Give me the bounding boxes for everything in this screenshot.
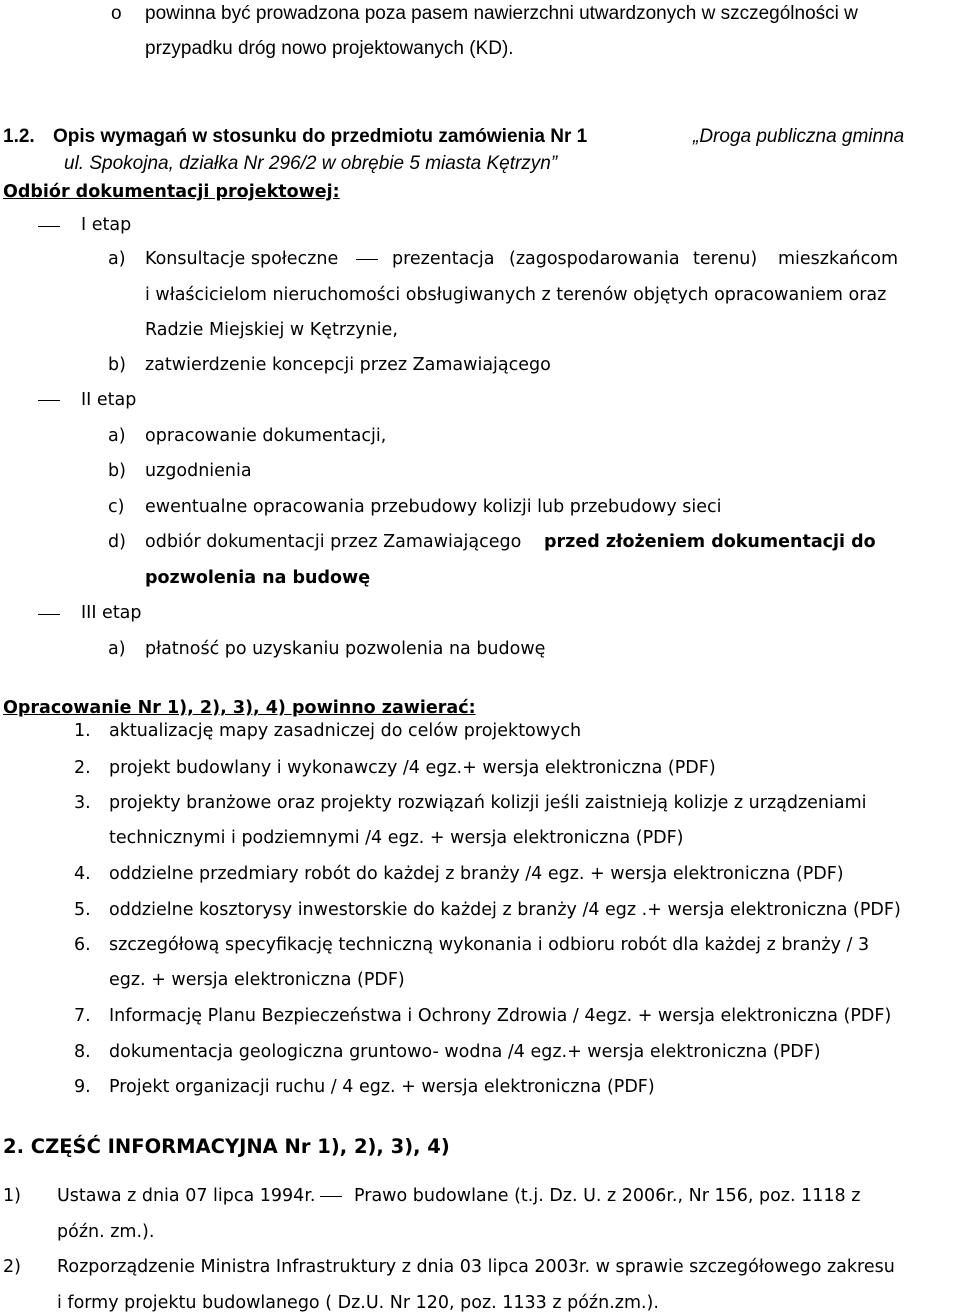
- stage-2-item-b-letter: b): [108, 461, 126, 481]
- stage-1-item-a-cont-1: i właścicielom nieruchomości obsługiwanych z terenów objętych opracowaniem oraz: [145, 285, 887, 305]
- stage-2-item-d-bold: przed złożeniem dokumentacji do: [544, 532, 876, 552]
- opracowanie-item-3-num: 3.: [74, 793, 91, 813]
- opracowanie-item-1-text: aktualizację mapy zasadniczej do celów projektowych: [109, 721, 582, 741]
- section-2-item-2-num: 2): [3, 1257, 21, 1277]
- stage-2-item-b-text: uzgodnienia: [145, 461, 252, 481]
- stage-2-label: II etap: [81, 390, 137, 410]
- stage-2-item-d-bold-2: pozwolenia na budowę: [145, 568, 371, 588]
- opracowanie-item-6-text: szczegółową specyfikację techniczną wykonania i odbioru robót dla każdej z branży / 3: [109, 935, 870, 955]
- stage-1-item-b-text: zatwierdzenie koncepcji przez Zamawiającego: [145, 355, 551, 375]
- section-1-2-title: Opis wymagań w stosunku do przedmiotu zamówienia Nr 1: [53, 126, 588, 147]
- section-2-item-1-text-a: Ustawa z dnia 07 lipca 1994r.: [57, 1186, 316, 1206]
- stage-1-item-a-part-2: prezentacja: [392, 249, 495, 269]
- opracowanie-item-4-text: oddzielne przedmiary robót do każdej z branży /4 egz. + wersja elektroniczna (PDF): [109, 864, 844, 884]
- section-2-item-1-num: 1): [3, 1186, 21, 1206]
- section-2-heading: 2. CZĘŚĆ INFORMACYJNA Nr 1), 2), 3), 4): [3, 1135, 450, 1158]
- opracowanie-item-5-num: 5.: [74, 900, 91, 920]
- opracowanie-item-5-text: oddzielne kosztorysy inwestorskie do każdej z branży /4 egz .+ wersja elektroniczna (PDF): [109, 900, 901, 920]
- stage-1-item-a-part-5: mieszkańcom: [778, 249, 898, 269]
- section-2-item-2-text-2: i formy projektu budowlanego ( Dz.U. Nr 120, poz. 1133 z późn.zm.).: [57, 1293, 659, 1313]
- stage-1-dash: [38, 226, 60, 227]
- opracowanie-item-9-text: Projekt organizacji ruchu / 4 egz. + wersja elektroniczna (PDF): [109, 1077, 655, 1097]
- stage-1-item-a-part-1: Konsultacje społeczne: [145, 249, 339, 269]
- opracowanie-item-6-text-2: egz. + wersja elektroniczna (PDF): [109, 970, 405, 990]
- stage-1-item-a-cont-2: Radzie Miejskiej w Kętrzynie,: [145, 320, 398, 340]
- stage-2-item-d-letter: d): [108, 532, 126, 552]
- stage-1-item-a-dash: [356, 259, 378, 260]
- stage-3-dash: [38, 614, 60, 615]
- stage-3-item-a-letter: a): [108, 639, 126, 659]
- stage-3-item-a-text: płatność po uzyskaniu pozwolenia na budowę: [145, 639, 546, 659]
- stage-1-item-b-letter: b): [108, 355, 126, 375]
- section-2-item-2-text: Rozporządzenie Ministra Infrastruktury z dnia 03 lipca 2003r. w sprawie szczegółowego zakresu: [57, 1257, 895, 1277]
- stage-3-label: III etap: [81, 603, 142, 623]
- section-2-item-1-text-b: Prawo budowlane (t.j. Dz. U. z 2006r., Nr 156, poz. 1118 z: [354, 1186, 861, 1206]
- intro-line-1: powinna być prowadzona poza pasem nawierzchni utwardzonych w szczególności w: [145, 3, 858, 24]
- section-1-2-number: 1.2.: [3, 126, 35, 147]
- odbior-heading: Odbiór dokumentacji projektowej:: [3, 182, 340, 202]
- opracowanie-heading: Opracowanie Nr 1), 2), 3), 4) powinno zawierać:: [3, 698, 476, 718]
- opracowanie-item-4-num: 4.: [74, 864, 91, 884]
- section-2-item-1-text-2: późn. zm.).: [57, 1222, 155, 1242]
- stage-1-item-a-part-3: (zagospodarowania: [509, 249, 680, 269]
- stage-2-item-d-text: odbiór dokumentacji przez Zamawiającego: [145, 532, 522, 552]
- stage-2-item-a-text: opracowanie dokumentacji,: [145, 426, 387, 446]
- opracowanie-item-2-text: projekt budowlany i wykonawczy /4 egz.+ wersja elektroniczna (PDF): [109, 758, 716, 778]
- stage-2-dash: [38, 400, 60, 401]
- section-1-2-title-italic-2: ul. Spokojna, działka Nr 296/2 w obrębie 5 miasta Kętrzyn”: [64, 153, 558, 174]
- opracowanie-item-8-text: dokumentacja geologiczna gruntowo- wodna /4 egz.+ wersja elektroniczna (PDF): [109, 1042, 821, 1062]
- stage-1-item-a-letter: a): [108, 249, 126, 269]
- opracowanie-item-9-num: 9.: [74, 1077, 91, 1097]
- opracowanie-item-2-num: 2.: [74, 758, 91, 778]
- section-2-item-1-dash: [320, 1196, 342, 1197]
- stage-1-label: I etap: [81, 215, 132, 235]
- opracowanie-item-6-num: 6.: [74, 935, 91, 955]
- intro-line-2: przypadku dróg nowo projektowanych (KD).: [145, 38, 514, 59]
- opracowanie-item-3-text-2: technicznymi i podziemnymi /4 egz. + wersja elektroniczna (PDF): [109, 828, 684, 848]
- intro-bullet: o: [111, 3, 122, 24]
- stage-2-item-a-letter: a): [108, 426, 126, 446]
- opracowanie-item-1-num: 1.: [74, 721, 91, 741]
- opracowanie-item-7-text: Informację Planu Bezpieczeństwa i Ochrony Zdrowia / 4egz. + wersja elektroniczna (PDF): [109, 1006, 892, 1026]
- stage-2-item-c-letter: c): [108, 497, 125, 517]
- stage-2-item-c-text: ewentualne opracowania przebudowy kolizji lub przebudowy sieci: [145, 497, 722, 517]
- opracowanie-item-8-num: 8.: [74, 1042, 91, 1062]
- stage-1-item-a-part-4: terenu): [693, 249, 758, 269]
- opracowanie-item-3-text: projekty branżowe oraz projekty rozwiązań kolizji jeśli zaistnieją kolizje z urządzeniami: [109, 793, 867, 813]
- section-1-2-title-italic: „Droga publiczna gminna: [693, 126, 905, 147]
- opracowanie-item-7-num: 7.: [74, 1006, 91, 1026]
